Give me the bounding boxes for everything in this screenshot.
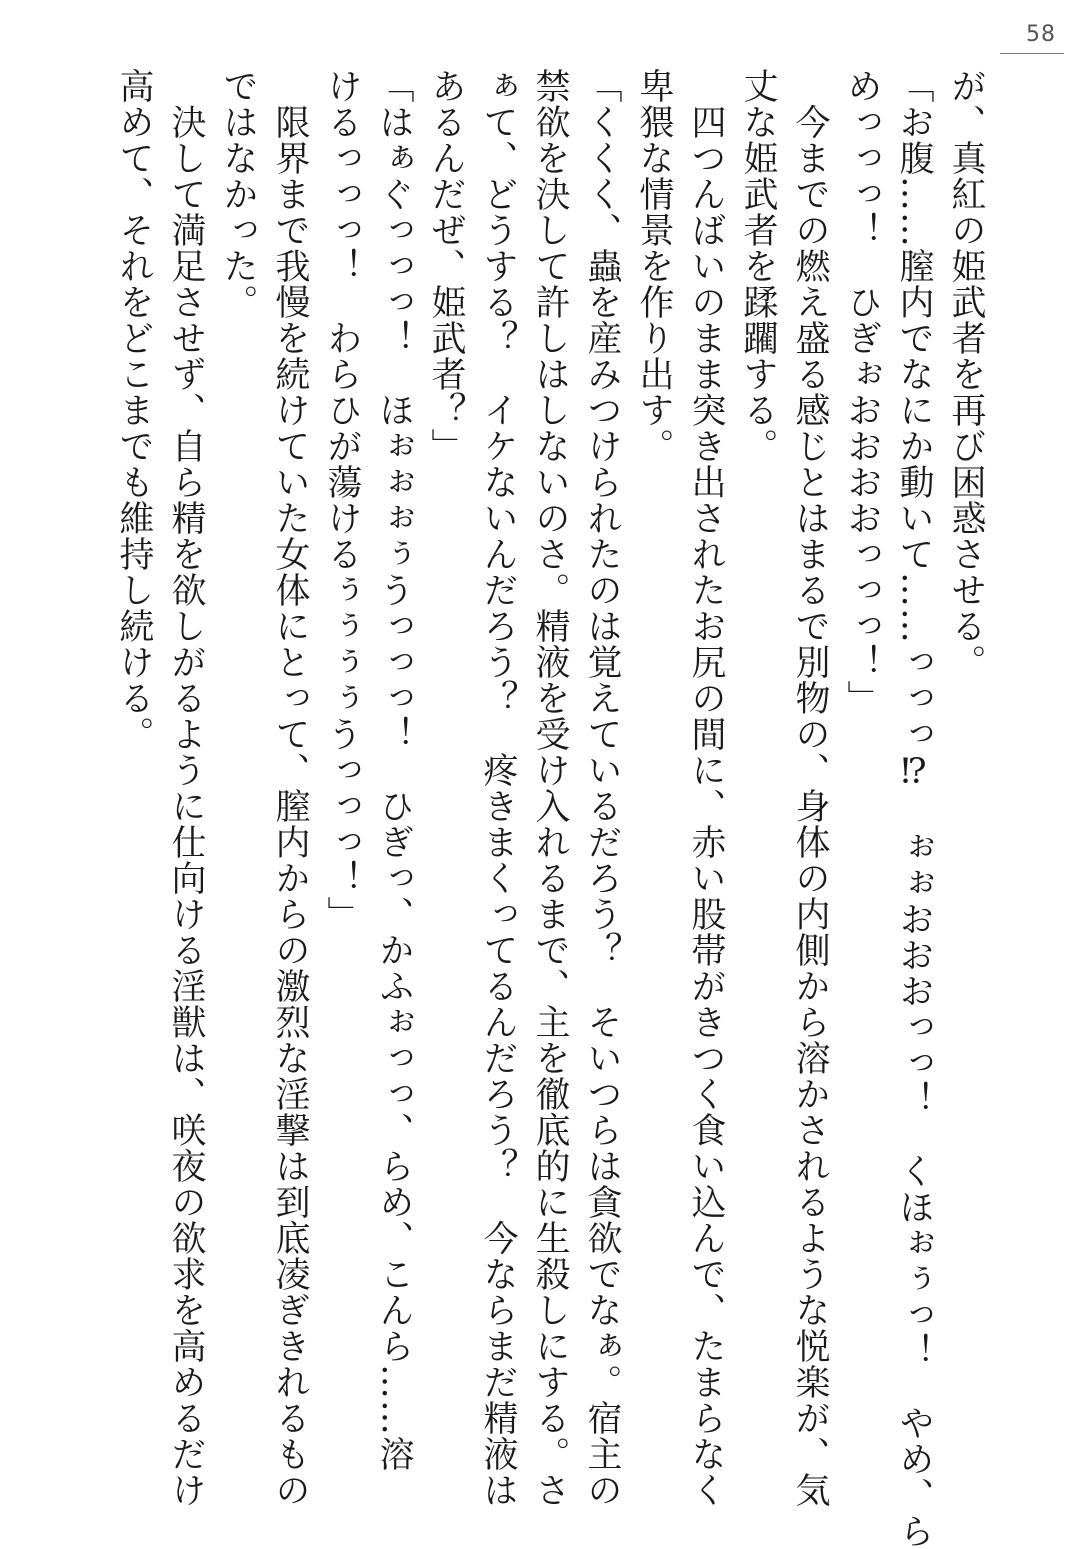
page-number-rule [1000,53,1064,54]
text-line: 丈な姫武者を蹂躙する。 [738,68,778,464]
body-text [92,68,992,1549]
text-line: 決して満足させず、自ら精を欲しがるように仕向ける淫獣は、咲夜の欲求を高めるだけ [166,68,206,1508]
text-line: 「はぁぐっっっ！ ほぉぉぉぅうっっっ！ ひぎっ、かふぉっっ、らめ、こんら……溶 [374,68,414,1472]
text-line: ぁて、どうする？ イケないんだろう？ 疼きまくってるんだろう？ 今ならまだ精液は [478,68,518,1508]
text-line: けるっっっ！ わらひが蕩けるぅぅぅぅうっっっ！」 [322,68,362,932]
text-line: が、真紅の姫武者を再び困惑させる。 [946,68,986,680]
text-line: 限界まで我慢を続けていた女体にとって、膣内からの激烈な淫撃は到底凌ぎきれるもの [270,68,310,1508]
text-line: ではなかった。 [218,68,258,320]
text-line: あるんだぜ、姫武者？」 [426,68,466,464]
text-line: 高めて、それをどこまでも維持し続ける。 [114,68,154,752]
text-line: 四つんばいのまま突き出されたお尻の間に、赤い股帯がきつく食い込んで、たまらなく [686,68,726,1508]
text-line: 卑猥な情景を作り出す。 [634,68,674,464]
text-line: 「くくく、蟲を産みつけられたのは覚えているだろう？ そいつらは貪欲でなぁ。宿主の [582,68,622,1508]
text-line: 禁欲を決して許しはしないのさ。精液を受け入れるまで、主を徹底的に生殺しにする。さ [530,68,570,1508]
text-line: めっっっ！ ひぎぉおおおおっっっ！」 [842,68,882,716]
text-line: 今までの燃え盛る感じとはまるで別物の、身体の内側から溶かされるような悦楽が、気 [790,68,830,1508]
page-number: 58 [1026,22,1056,47]
text-line: 「お腹……膣内でなにか動いて……っっっ⁉ ぉぉおおおっっ！ くほぉぅっ！ やめ、ら [894,68,934,1549]
